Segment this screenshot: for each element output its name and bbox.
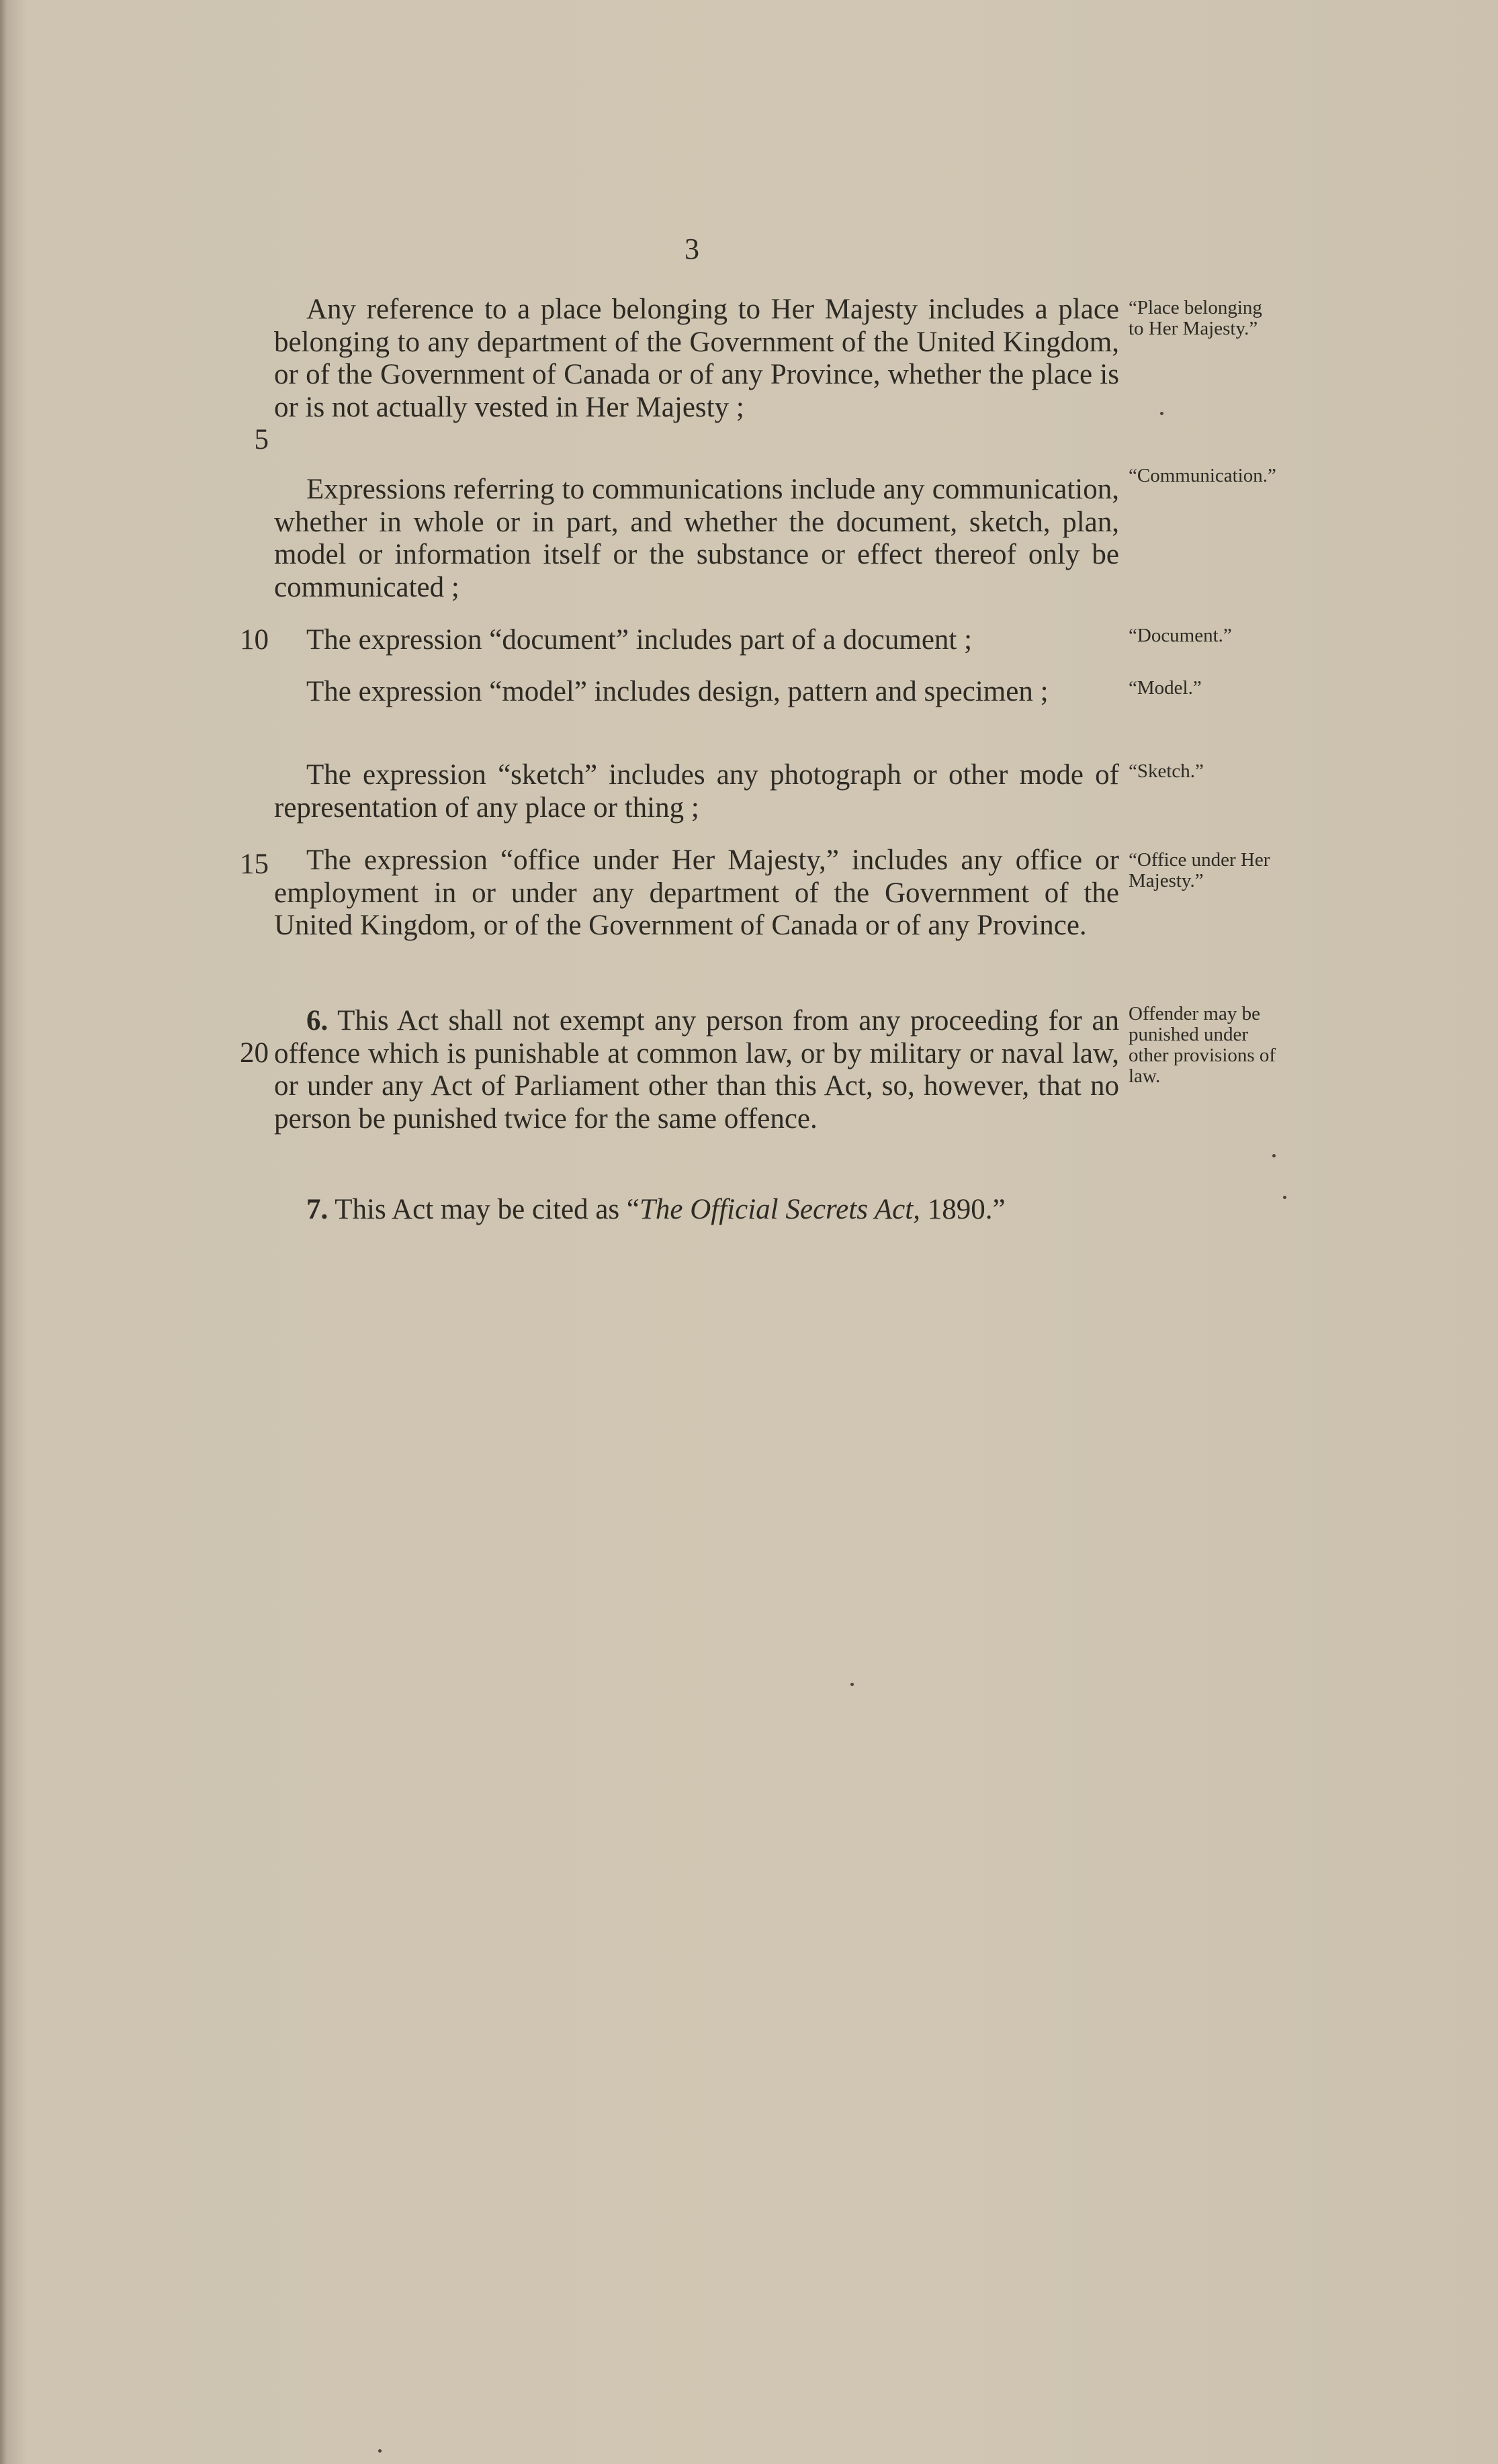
paragraph-model: [274, 676, 1119, 709]
paragraph-sketch: [274, 759, 1119, 824]
paper-speck: [850, 1683, 854, 1686]
margin-note-offender: Offender may be punished under other provisions of law.: [1129, 1003, 1276, 1087]
paper-speck: [1283, 1196, 1286, 1199]
paper-speck: [378, 2449, 382, 2453]
page-number: 3: [685, 232, 699, 265]
line-number-15: 15: [240, 848, 269, 880]
paragraph-text: Expressions referring to communications include any communication, whether in whole or in part, and whether the document, sketch, plan, model or information itself or the substance or effect thereof only be communicated ;: [274, 474, 1119, 603]
paper-speck: [1160, 412, 1163, 415]
paragraph-text: Any reference to a place belonging to Her Majesty includes a place belonging to any department of the Government of the United Kingdom, or of the Government of Canada or of any Province, whether the place is or is not actually vested in Her Majesty ;: [274, 294, 1119, 423]
section-text: This Act may be cited as “: [335, 1194, 640, 1225]
paragraph-communications: [274, 474, 1119, 604]
section-text-end: 1890.”: [920, 1194, 1006, 1225]
line-number-10: 10: [240, 624, 269, 656]
section-text: This Act shall not exempt any person from any proceeding for an offence which is punishable at common law, or by military or naval law, or under any Act of Parliament other than this Act, so, however, that no person be punished twice for the same offence.: [274, 1005, 1119, 1135]
section-6: [274, 1005, 1119, 1135]
margin-note-sketch: “Sketch.”: [1129, 760, 1204, 782]
act-title: The Official Secrets Act,: [639, 1194, 920, 1225]
paragraph-text: The expression “office under Her Majesty,” includes any office or employment in or under any department of the Government of the United Kingdom, or of the Government of Canada or of any Province.: [274, 844, 1119, 941]
section-number: 7.: [306, 1194, 328, 1225]
margin-note-document: “Document.”: [1129, 625, 1232, 646]
line-number-20: 20: [240, 1037, 269, 1069]
line-number-5: 5: [254, 424, 269, 455]
paragraph-place-belonging: [274, 294, 1119, 424]
margin-note-office: “Office under Her Majesty.”: [1129, 849, 1270, 891]
paper-speck: [1272, 1154, 1276, 1157]
margin-note-model: “Model.”: [1129, 677, 1202, 699]
paragraph-office-under-her-majesty: [274, 844, 1119, 942]
paragraph-document: [274, 624, 1119, 657]
section-7: [274, 1194, 1119, 1227]
margin-note-place: “Place belonging to Her Majesty.”: [1129, 297, 1262, 339]
paragraph-text: The expression “model” includes design, pattern and specimen ;: [306, 676, 1049, 707]
paragraph-text: The expression “document” includes part of a document ;: [306, 624, 973, 656]
section-number: 6.: [306, 1005, 328, 1037]
paragraph-text: The expression “sketch” includes any photograph or other mode of representation of any place or thing ;: [274, 759, 1119, 824]
margin-note-communication: “Communication.”: [1129, 465, 1276, 486]
